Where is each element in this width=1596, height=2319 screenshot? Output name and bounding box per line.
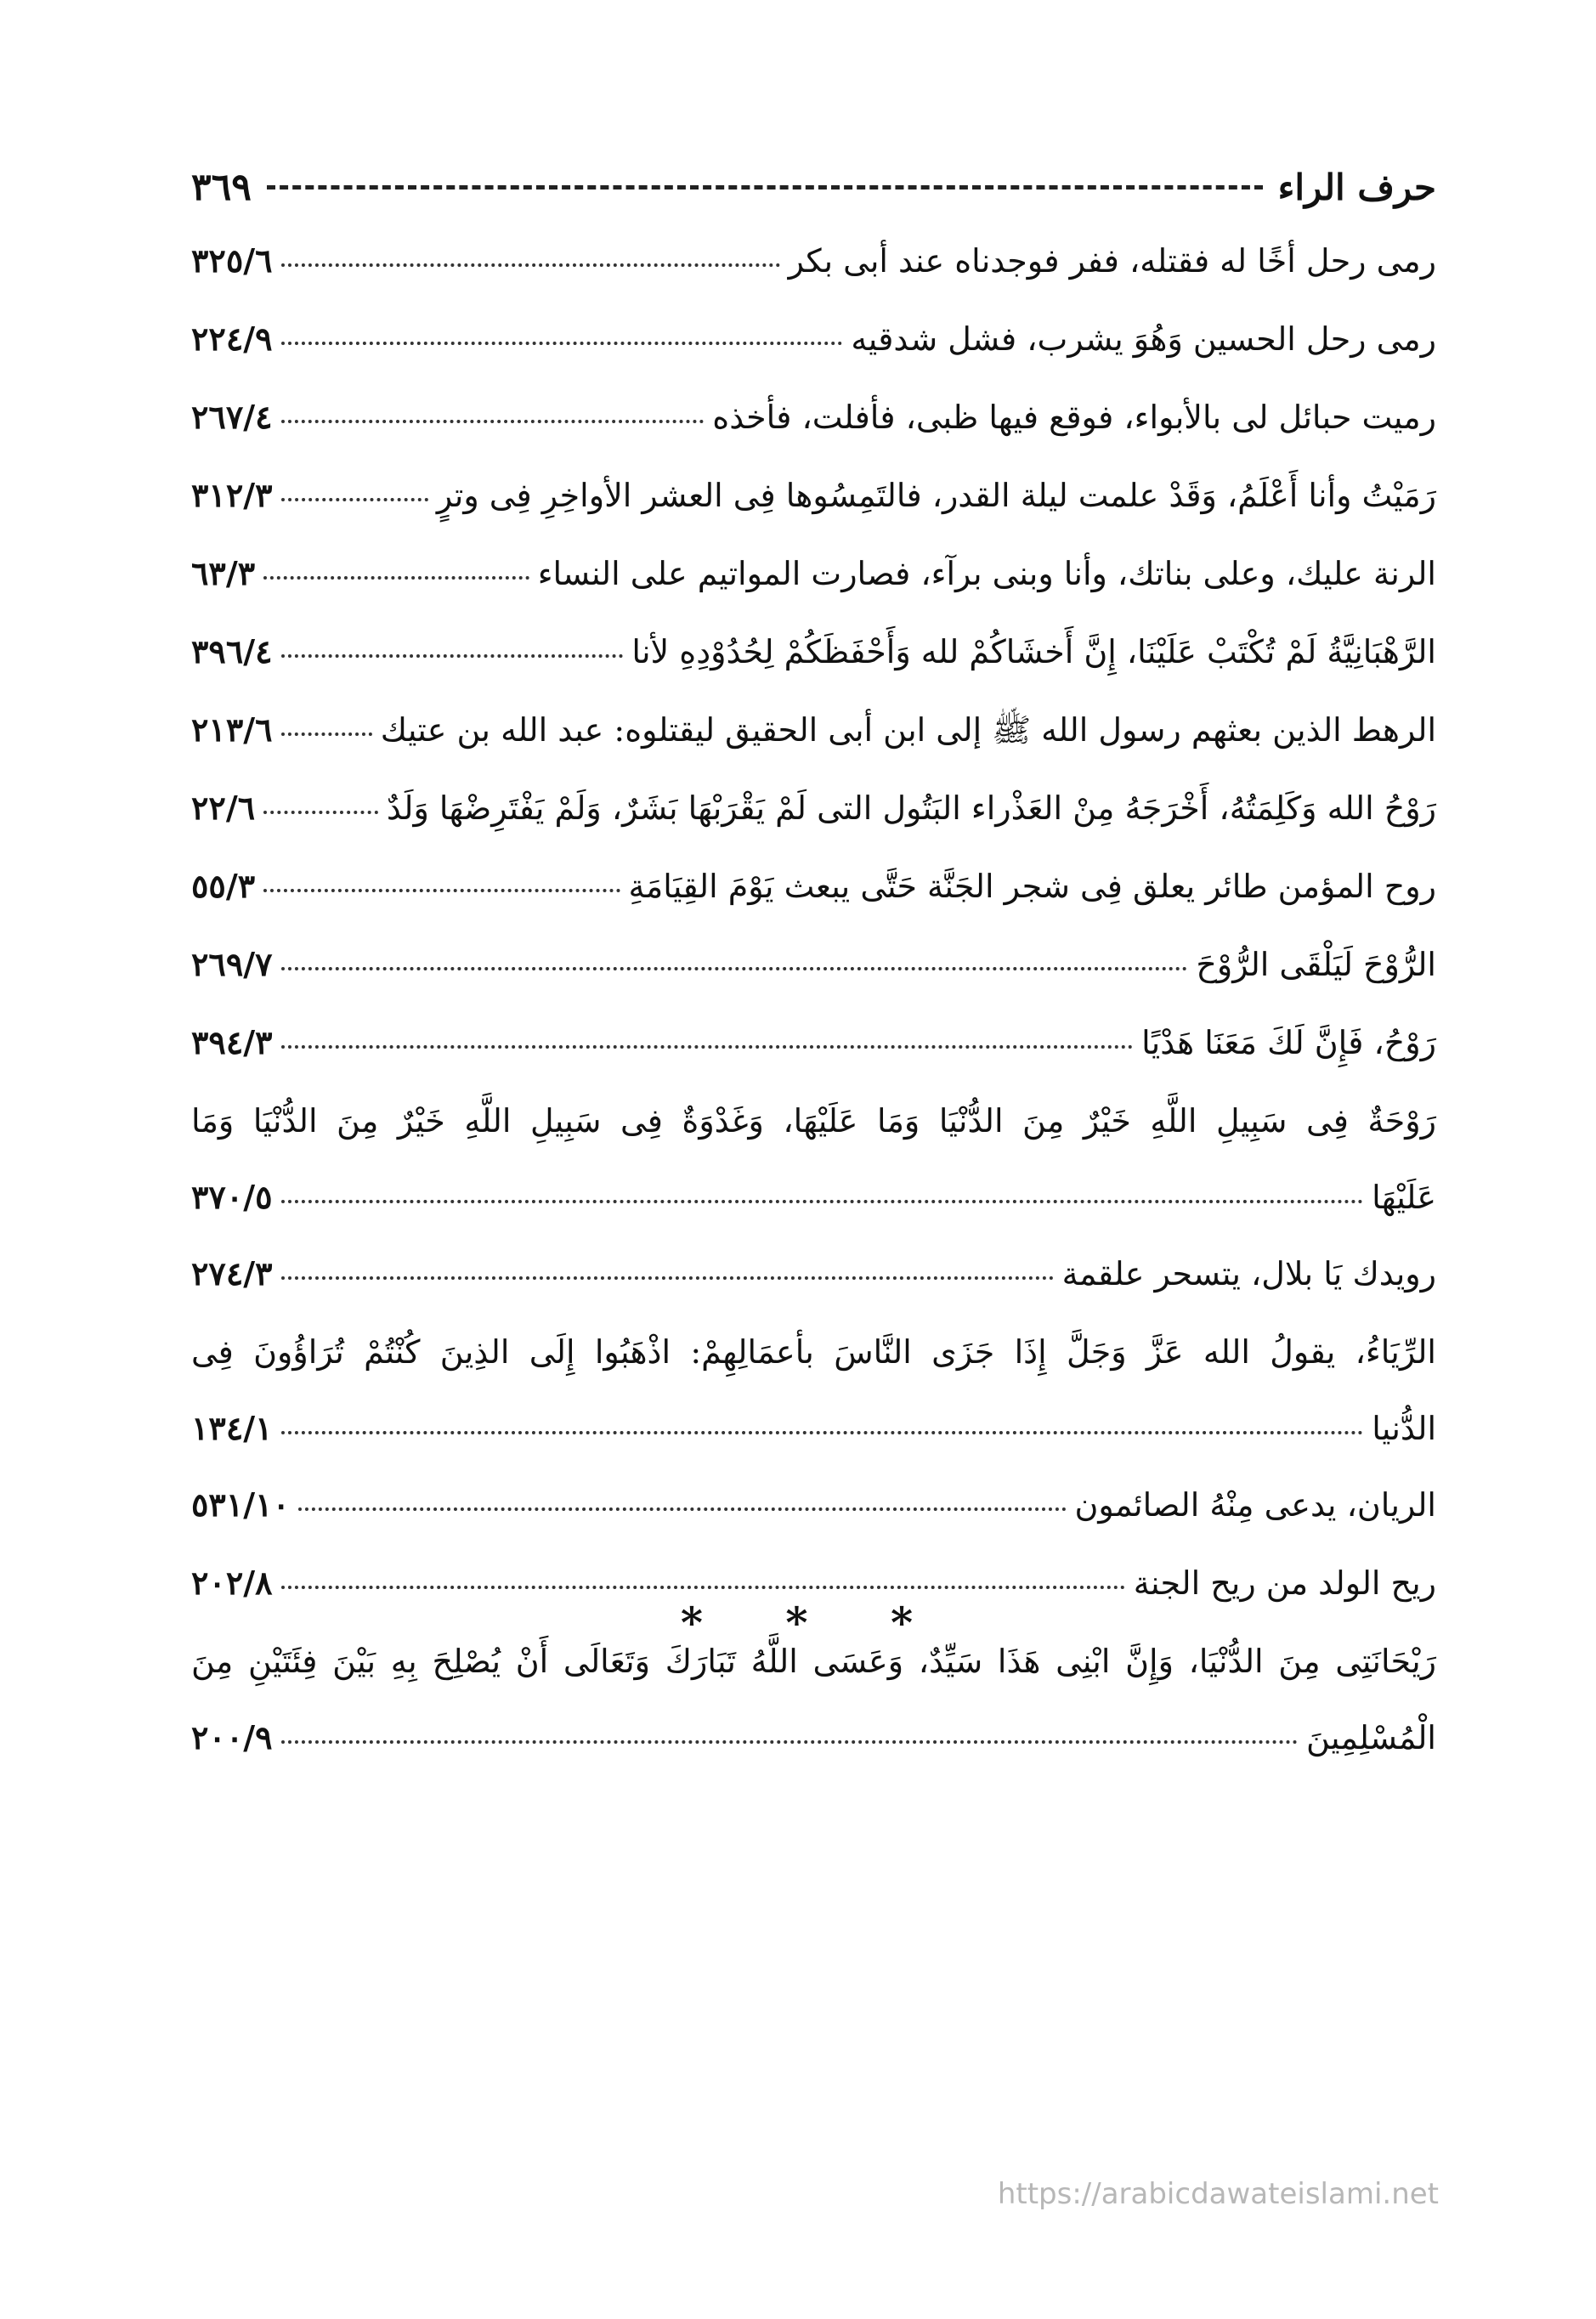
- entry-text: الريان، يدعى مِنْهُ الصائمون: [1074, 1486, 1436, 1524]
- entry-reference: ٢٧٤/٣: [191, 1254, 273, 1292]
- index-entry: [191, 631, 1436, 673]
- entry-text: رميت حبائل لى بالأبواء، فوقع فيها ظبى، فأفلت، فأخذه: [712, 399, 1436, 436]
- page-header: [191, 153, 1436, 221]
- entry-reference: ٢٢/٦: [191, 789, 256, 827]
- entry-reference: ٦٣/٣: [191, 554, 256, 592]
- index-entry: [191, 474, 1436, 517]
- entry-reference: ٢٠٠/٩: [191, 1718, 273, 1756]
- entry-reference: ٣٩٦/٤: [191, 632, 273, 670]
- index-entry: [191, 1640, 1436, 1759]
- leader-dots: [281, 732, 372, 736]
- index-entry: [191, 318, 1436, 360]
- entry-text: رَمَيْتُ وأنا أَعْلَمُ، وَقَدْ علمت ليلة القدر، فالتَمِسُوها فِى العشر الأواخِرِ فِى وترٍ: [436, 477, 1436, 514]
- leader-dots: [281, 1586, 1125, 1589]
- entry-reference: ٢٠٢/٨: [191, 1564, 273, 1602]
- entry-reference: ٥٣١/١٠: [191, 1485, 290, 1524]
- index-entry: [191, 943, 1436, 986]
- entry-text: روح المؤمن طائر يعلق فِى شجر الجَنَّة حَتَّى يبعث يَوْمَ القِيَامَةِ: [628, 868, 1436, 905]
- entry-reference: ١٣٤/١: [191, 1409, 273, 1447]
- section-separator: * * *: [680, 1598, 948, 1648]
- entry-text: الْمُسْلِمِينَ: [1306, 1719, 1436, 1756]
- index-entry: [191, 1253, 1436, 1295]
- entry-text: عَلَيْهَا: [1372, 1179, 1436, 1216]
- entry-text: الرَّهْبَانِيَّةُ لَمْ تُكْتَبْ عَلَيْنَا، إِنَّ أَخشَاكُمْ لله وَأَحْفَظَكُمْ لِحُدُوْدِهِ لأنا: [631, 633, 1436, 670]
- leader-dots: [263, 576, 529, 580]
- leader-dots: [281, 1431, 1364, 1434]
- entry-reference: ٣١٢/٣: [191, 476, 273, 514]
- leader-dots: [263, 889, 620, 892]
- index-entries: [191, 240, 1436, 1793]
- leader-dots: [281, 1276, 1054, 1280]
- page-number: ٣٦٩: [191, 165, 252, 209]
- index-entry: [191, 1021, 1436, 1064]
- entry-text-first-line: رَوْحَةٌ فِى سَبِيلِ اللَّهِ خَيْرٌ مِنَ الدُّنْيَا وَمَا عَلَيْهَا، وَغَدْوَةٌ فِى سَبِيلِ اللَّهِ خَيْرٌ مِنَ الدُّنْيَا وَمَا: [191, 1102, 1436, 1140]
- entry-text: الرنة عليك، وعلى بناتك، وأنا وبنى برآء، فصارت المواتيم على النساء: [537, 555, 1436, 592]
- leader-dots: [263, 811, 378, 814]
- entry-text: الرُّوْحَ لَيَلْقَى الرُّوْحَ: [1196, 946, 1436, 983]
- index-entry: [191, 787, 1436, 829]
- index-entry: [191, 1100, 1436, 1219]
- leader-dots: [281, 263, 780, 267]
- entry-text: رمى رحل الحسين وَهُوَ يشرب، فشل شدقيه: [851, 320, 1436, 358]
- leader-dots: [298, 1507, 1067, 1511]
- entry-text: رويدك يَا بلال، يتسحر علقمة: [1061, 1255, 1436, 1292]
- entry-text-first-line: رَيْحَانَتِى مِنَ الدُّنْيَا، وَإِنَّ ابْنِى هَذَا سَيِّدٌ، وَعَسَى اللَّهُ تَبَارَكَ وَتَعَالَى أَنْ يُصْلِحَ بِهِ بَيْنَ فِئَتَيْنِ مِنَ: [191, 1643, 1436, 1680]
- index-entry: [191, 865, 1436, 908]
- entry-text: رَوْحُ الله وَكَلِمَتُهُ، أَخْرَجَهُ مِنْ العَذْراء البَتُول التى لَمْ يَقْرَبْهَا بَشَرٌ، وَلَمْ يَفْتَرِضْهَا وَلَدٌ: [386, 789, 1436, 827]
- leader-dots: [281, 967, 1188, 970]
- index-entry: [191, 552, 1436, 595]
- header-rule: [267, 185, 1263, 189]
- index-entry: [191, 1331, 1436, 1450]
- entry-reference: ٢٢٤/٩: [191, 320, 273, 358]
- watermark-url: https://arabicdawateislami.net: [997, 2177, 1439, 2211]
- leader-dots: [281, 498, 428, 501]
- entry-text-first-line: الرِّيَاءُ، يقولُ الله عَزَّ وَجَلَّ إِذَا جَزَى النَّاسَ بأعمَالِهِمْ: اذْهَبُوا إِلَى الذِينَ كُنْتُمْ تُرَاؤُونَ فِى: [191, 1333, 1436, 1371]
- entry-reference: ٢٦٧/٤: [191, 398, 273, 436]
- index-entry: [191, 396, 1436, 438]
- entry-reference: ٣٧٠/٥: [191, 1178, 273, 1216]
- leader-dots: [281, 342, 843, 345]
- leader-dots: [281, 1045, 1134, 1049]
- entry-text: الدُّنيا: [1372, 1410, 1436, 1447]
- entry-reference: ٣٢٥/٦: [191, 241, 273, 280]
- entry-reference: ٥٥/٣: [191, 867, 256, 905]
- entry-reference: ٣٩٤/٣: [191, 1023, 273, 1061]
- leader-dots: [281, 420, 705, 423]
- entry-reference: ٢٦٩/٧: [191, 945, 273, 983]
- leader-dots: [281, 654, 624, 658]
- entry-text: الرهط الذين بعثهم رسول الله ﷺ إلى ابن أبى الحقيق ليقتلوه: عبد الله بن عتيك: [380, 711, 1436, 749]
- index-entry: [191, 709, 1436, 751]
- entry-reference: ٢١٣/٦: [191, 710, 273, 749]
- leader-dots: [281, 1200, 1364, 1203]
- entry-text: رمى رحل أخًا له فقتله، ففر فوجدناه عند أبى بكر: [788, 242, 1436, 280]
- entry-text: رَوْحُ، فَإِنَّ لَكَ مَعَنَا هَدْيًا: [1141, 1024, 1436, 1061]
- index-entry: [191, 240, 1436, 282]
- entry-text: ريح الولد من ريح الجنة: [1133, 1564, 1436, 1602]
- chapter-title: حرف الراء: [1277, 166, 1436, 208]
- index-entry: [191, 1484, 1436, 1526]
- leader-dots: [281, 1740, 1299, 1744]
